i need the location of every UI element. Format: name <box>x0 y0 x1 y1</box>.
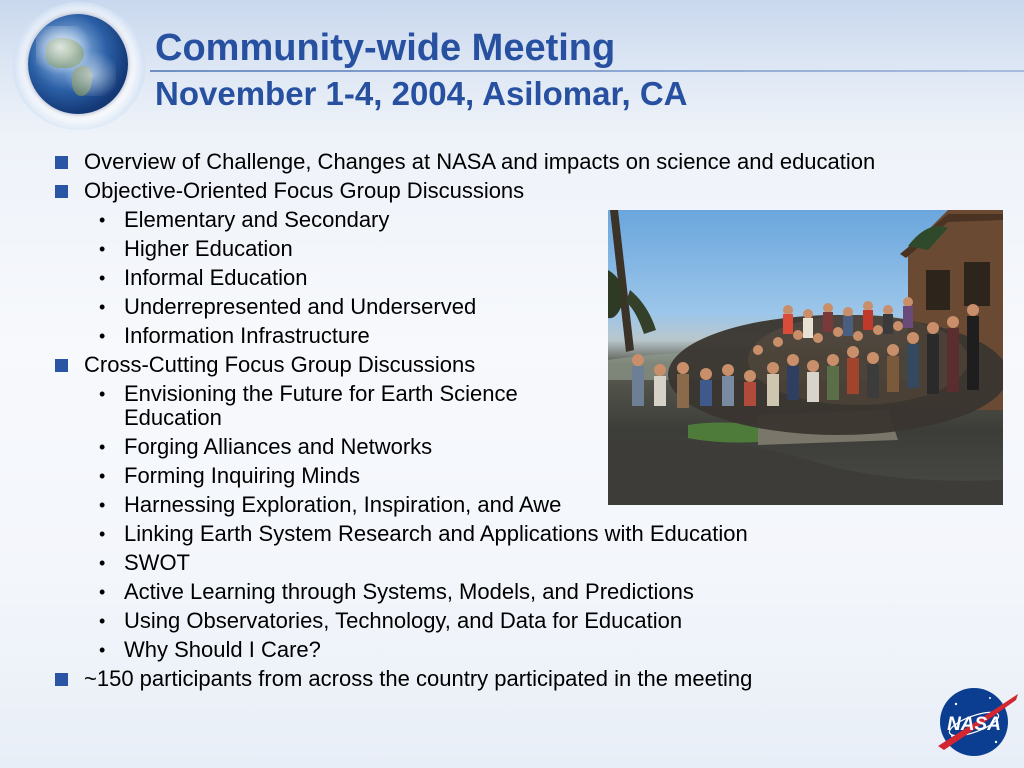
bullet-text: ~150 participants from across the country participated in the meeting <box>84 666 753 691</box>
nasa-logo-text: NASA <box>947 714 1001 735</box>
sub-bullet-text: Information Infrastructure <box>124 323 370 348</box>
dot-bullet-icon: • <box>99 553 106 573</box>
earth-globe-icon <box>28 14 128 114</box>
sub-bullet-text: SWOT <box>124 550 190 575</box>
sub-bullet-text: Forging Alliances and Networks <box>124 434 433 459</box>
square-bullet-icon <box>55 156 68 169</box>
bullet-text: Overview of Challenge, Changes at NASA and impacts on science and education <box>84 149 876 174</box>
dot-bullet-icon: • <box>99 437 106 457</box>
dot-bullet-icon: • <box>99 268 106 288</box>
sub-bullet-item <box>52 522 922 546</box>
sub-bullet-text: Informal Education <box>124 265 308 290</box>
bullet-item <box>52 179 922 203</box>
sub-bullet-item <box>52 580 922 604</box>
bullet-item <box>52 667 922 691</box>
sub-bullet-text: Higher Education <box>124 236 293 261</box>
sub-bullet-text: Using Observatories, Technology, and Data for Education <box>124 608 683 633</box>
dot-bullet-icon: • <box>99 384 106 404</box>
square-bullet-icon <box>55 185 68 198</box>
sub-bullet-text: Underrepresented and Underserved <box>124 294 477 319</box>
sub-bullet-text: Forming Inquiring Minds <box>124 463 360 488</box>
sub-bullet-text: Elementary and Secondary <box>124 207 390 232</box>
slide-title: Community-wide Meeting <box>155 27 616 69</box>
nasa-logo-icon <box>936 684 1020 760</box>
sub-bullet-item <box>52 551 922 575</box>
dot-bullet-icon: • <box>99 582 106 602</box>
dot-bullet-icon: • <box>99 640 106 660</box>
bullet-text: Cross-Cutting Focus Group Discussions <box>84 352 476 377</box>
bullet-item <box>52 150 922 174</box>
bullet-text: Objective-Oriented Focus Group Discussions <box>84 178 525 203</box>
slide-subtitle: November 1-4, 2004, Asilomar, CA <box>155 75 688 112</box>
sub-bullet-text: Envisioning the Future for Earth Science Education <box>124 381 518 430</box>
dot-bullet-icon: • <box>99 611 106 631</box>
dot-bullet-icon: • <box>99 495 106 515</box>
sub-bullet-item <box>52 382 604 430</box>
square-bullet-icon <box>55 359 68 372</box>
dot-bullet-icon: • <box>99 326 106 346</box>
sub-bullet-item <box>52 638 922 662</box>
dot-bullet-icon: • <box>99 524 106 544</box>
sub-bullet-text: Harnessing Exploration, Inspiration, and Awe <box>124 492 562 517</box>
dot-bullet-icon: • <box>99 239 106 259</box>
dot-bullet-icon: • <box>99 466 106 486</box>
group-photo <box>608 210 1003 505</box>
header-divider <box>150 70 1024 72</box>
sub-bullet-text: Why Should I Care? <box>124 637 321 662</box>
square-bullet-icon <box>55 673 68 686</box>
sub-bullet-text: Linking Earth System Research and Applications with Education <box>124 521 748 546</box>
dot-bullet-icon: • <box>99 210 106 230</box>
sub-bullet-text: Active Learning through Systems, Models, and Predictions <box>124 579 694 604</box>
dot-bullet-icon: • <box>99 297 106 317</box>
group-photo-illustration <box>608 210 1003 505</box>
sub-bullet-item <box>52 609 922 633</box>
